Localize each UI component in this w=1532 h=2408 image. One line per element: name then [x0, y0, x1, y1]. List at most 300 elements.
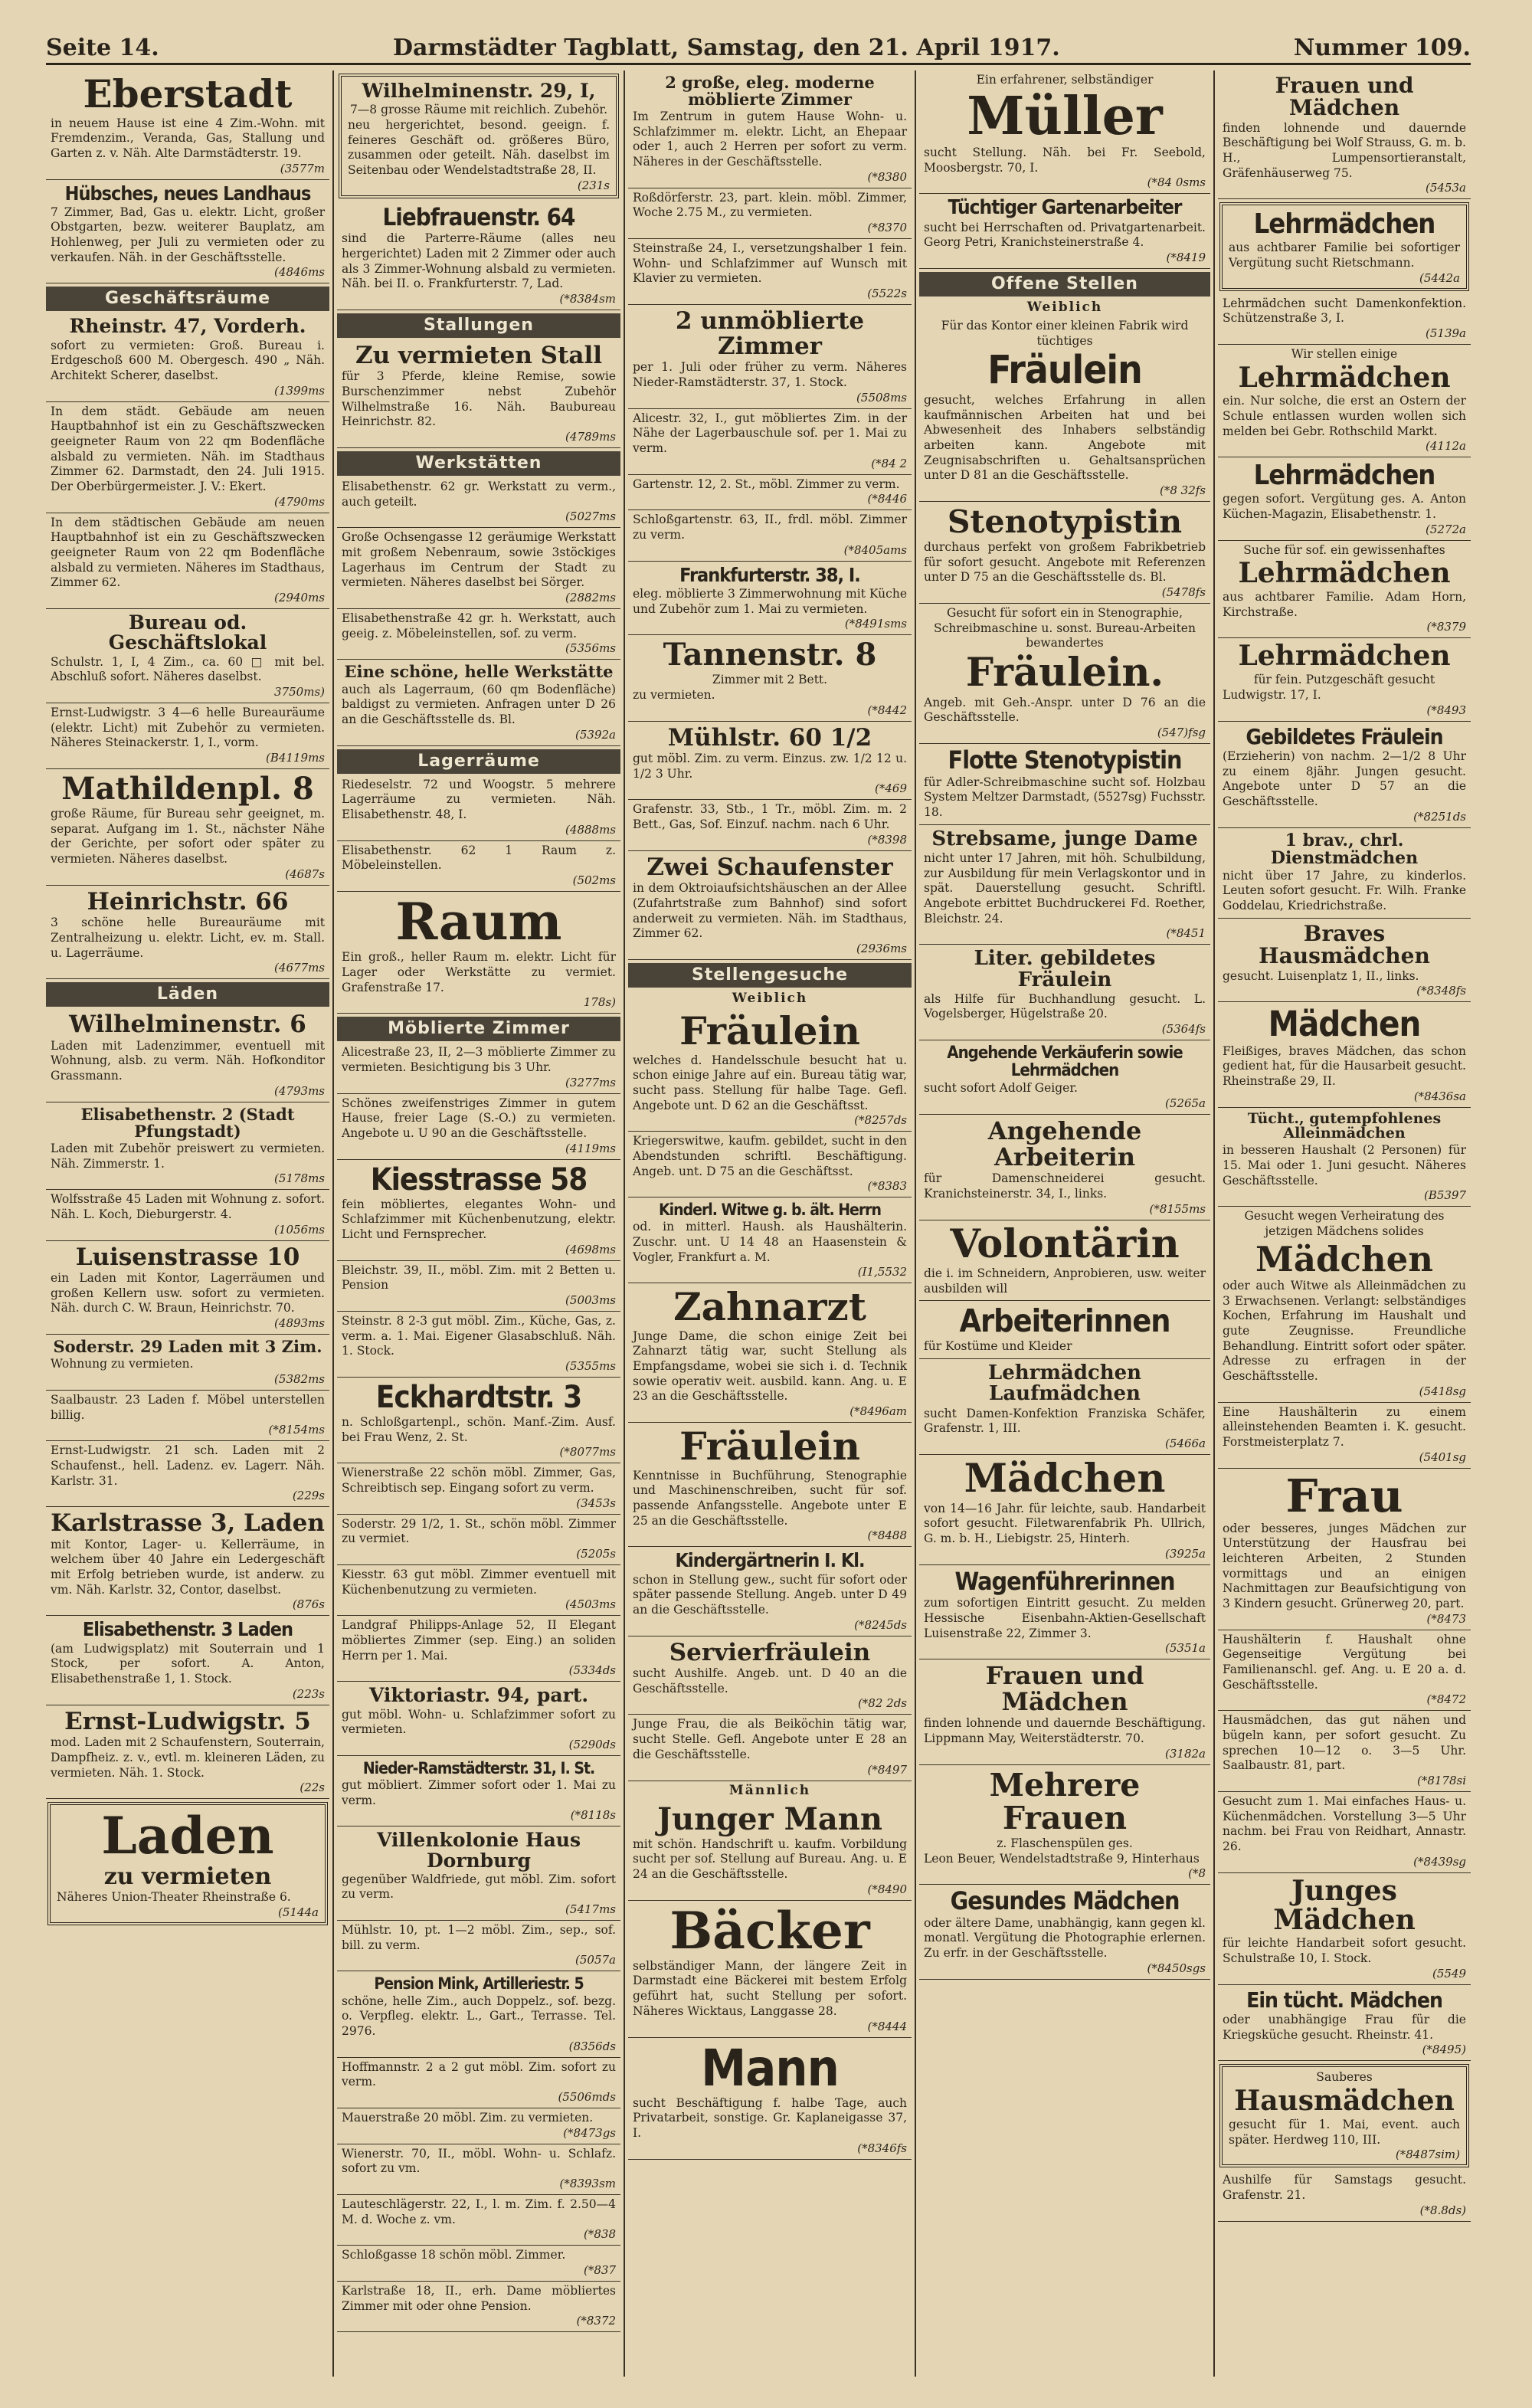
- ad-body: od. in mitterl. Haush. als Haushälterin. Zuschr. unt. U 14 48 an Haasenstein & Vogler, Frankfurt a. M.: [633, 1220, 907, 1264]
- ad-body: für Adler-Schreibmaschine sucht sof. Holzbau System Meltzer Darmstadt, (5527sg) Fuchsstr. 18.: [924, 775, 1206, 819]
- classified-ad: [337, 609, 620, 660]
- ad-reference: (4687s: [285, 867, 325, 881]
- ad-headline: Volontärin: [950, 1220, 1180, 1267]
- ad-body: als Hilfe für Buchhandlung gesucht. L. Vogelsberger, Hügelstraße 20.: [924, 991, 1206, 1021]
- classified-ad: [1218, 1108, 1471, 1207]
- classified-ad: [919, 1040, 1210, 1115]
- ad-subline: z. Flaschenspülen ges.: [997, 1836, 1133, 1850]
- ad-headline: Arbeiterinnen: [959, 1302, 1170, 1340]
- ad-body: zu vermieten.: [633, 687, 715, 702]
- ad-reference: (*8497: [867, 1762, 907, 1777]
- classified-ad: [919, 1659, 1210, 1765]
- ad-body: in neuem Hause ist eine 4 Zim.-Wohn. mit Fremdenzim., Veranda, Gas, Stallung und Garten z. v. Näh. Alte Darmstädterstr. 19.: [51, 116, 325, 160]
- ad-reference: (*8439sg: [1413, 1854, 1466, 1869]
- ad-body: nicht über 17 Jahre, zu kinderlos. Leuten sofort gesucht. Fr. Wilh. Franke Goddelau, Kriedrichstraße.: [1223, 868, 1466, 913]
- classified-ad: [46, 513, 329, 609]
- ad-reference: (5364fs: [1161, 1022, 1206, 1037]
- classified-ad: [1219, 202, 1469, 290]
- classified-ad: [919, 1115, 1210, 1220]
- ad-body: Grafenstr. 33, Stb., 1 Tr., möbl. Zim. m. 2 Bett., Gas, Sof. Einzuf. nachm. nach 6 Uhr.: [633, 802, 907, 832]
- section-header: Geschäftsräume: [46, 287, 329, 311]
- ad-reference: (5442a: [1419, 270, 1460, 285]
- ad-body: Schönes zweifenstriges Zimmer in gutem Hause, freier Lage (S.-O.) zu vermieten. Angebote u. U 90 an die Geschäftsstelle.: [342, 1096, 616, 1140]
- ad-body: Näheres Union-Theater Rheinstraße 6.: [57, 1890, 291, 1905]
- classified-ad: [46, 180, 329, 284]
- classified-ad: [1218, 1207, 1471, 1402]
- ad-headline: Mädchen: [1255, 1238, 1433, 1279]
- ad-body: Roßdörferstr. 23, part. klein. möbl. Zimmer, Woche 2.75 M., zu vermieten.: [633, 190, 907, 220]
- ad-body: 7 Zimmer, Bad, Gas u. elektr. Licht, großer Obstgarten, bezw. weiterer Bauplatz, am Hohlenweg, per Juli zu vermieten oder zu verkaufen. Näh. in der Geschäftsstelle.: [51, 205, 325, 264]
- ad-reference: (5453a: [1426, 181, 1466, 195]
- ad-body: sucht Beschäftigung f. halbe Tage, auch Privatarbeit, sonstige. Gr. Kaplaneigasse 37, I.: [633, 2095, 907, 2141]
- ad-headline: Lehrmädchen: [1238, 640, 1451, 673]
- ad-body: oder besseres, junges Mädchen zur Unterstützung der Hausfrau bei leichteren Arbeiten, 2 Stunden vormittags und an einigen Nachmittagen zur Beaufsichtigung von 3 Kindern gesucht. Grünerweg 20, part.: [1223, 1521, 1466, 1611]
- classified-ad: [46, 1008, 329, 1102]
- ad-body: Steinstraße 24, I., versetzungshalber 1 fein. Wohn- und Schlafzimmer auf Wunsch mit Klavier zu vermieten.: [633, 241, 907, 286]
- ad-body: Ernst-Ludwigstr. 21 sch. Laden mit 2 Schaufenst., hell. Ladenz. ev. Lagerr. Näh. Karlstr. 31.: [51, 1443, 325, 1488]
- ad-headline: Liter. gebildetes Fräulein: [974, 947, 1156, 991]
- ad-body: Gartenstr. 12, 2. St., möbl. Zimmer zu verm.: [633, 477, 900, 491]
- classified-ad: [337, 2282, 620, 2332]
- ad-headline: Lehrmädchen: [1253, 208, 1435, 241]
- ad-reference: (5290ds: [568, 1737, 616, 1751]
- ad-reference: (2882ms: [565, 591, 616, 605]
- section-subheader: Weiblich: [1026, 300, 1103, 316]
- classified-ad: [46, 1335, 329, 1391]
- column-4: [919, 70, 1210, 2384]
- ad-body: ein. Nur solche, die erst an Ostern der Schule entlassen wurden wollen sich melden bei Gebr. Rothschild Markt.: [1223, 394, 1466, 438]
- ad-reference: (3577m: [280, 161, 325, 175]
- section-header: Lagerräume: [337, 749, 620, 774]
- ad-reference: (*8491sms: [844, 617, 907, 631]
- ad-reference: (5144a: [278, 1905, 319, 1919]
- ad-intro: Suche für sof. ein gewissenhaftes: [1243, 542, 1445, 557]
- classified-ad: [628, 510, 912, 561]
- ad-reference: (*8380: [867, 169, 907, 184]
- classified-ad: [628, 305, 912, 408]
- classified-ad: [337, 1565, 620, 1616]
- ad-reference: (*8372: [576, 2314, 616, 2328]
- column-5: [1218, 70, 1471, 2384]
- ad-reference: (*8384sm: [559, 291, 616, 306]
- ad-headline: Mathildenpl. 8: [61, 770, 314, 807]
- classified-ad: [628, 1636, 912, 1715]
- ad-body: sucht sofort Adolf Geiger.: [924, 1081, 1078, 1096]
- ad-headline: Eine schöne, helle Werkstätte: [344, 662, 614, 682]
- classified-ad: [46, 1705, 329, 1800]
- ad-reference: (5466a: [1165, 1437, 1206, 1451]
- ad-body: Ludwigstr. 17, I.: [1223, 687, 1321, 702]
- ad-body: mod. Laden mit 2 Schaufenstern, Souterrain, Dampfheiz. z. v., evtl. m. kleineren Läden, zu vermieten. Näh. 1. Stock.: [51, 1735, 325, 1780]
- classified-ad: [919, 70, 1210, 194]
- ad-headline: Fräulein: [987, 348, 1142, 394]
- ad-body: aus achtbarer Familie. Adam Horn, Kirchstraße.: [1223, 590, 1466, 619]
- classified-ad: [337, 1378, 620, 1463]
- ad-headline: Liebfrauenstr. 64: [382, 203, 575, 231]
- ad-reference: 3750ms): [274, 684, 325, 699]
- ad-body: Ein groß., heller Raum m. elektr. Licht für Lager oder Werkstätte zu vermiet. Grafenstraße 17.: [342, 950, 616, 994]
- ad-reference: 178s): [583, 995, 616, 1010]
- ad-headline: Tüchtiger Gartenarbeiter: [948, 196, 1182, 220]
- classified-ad: [628, 800, 912, 850]
- classified-ad: [337, 2108, 620, 2144]
- ad-body: In dem städt. Gebäude am neuen Hauptbahnhof ist ein zu Geschäftszwecken geeigneter Raum von 22 qm Bodenfläche alsbald zu vermieten. Näh. im Stadthaus Zimmer 62. Darmstadt, den 24. Juli 1915. Der Oberbürgermeister. J. V.: Ekert.: [51, 404, 325, 494]
- ad-intro: Wir stellen einige: [1291, 346, 1398, 361]
- ad-body: gut möbl. Zim. zu verm. Einzus. zw. 1/2 12 u. 1/2 3 Uhr.: [633, 752, 907, 781]
- column-rule: [915, 70, 916, 2377]
- ad-headline: Soderstr. 29 Laden mit 3 Zim.: [53, 1337, 322, 1357]
- ad-body: Kriegerswitwe, kaufm. gebildet, sucht in den Abendstunden schriftl. Beschäftigung. Angeb. unt. D 75 an die Geschäftsst.: [633, 1134, 907, 1178]
- classified-ad: [919, 1220, 1210, 1302]
- classified-ad: [46, 886, 329, 980]
- ad-body: welches d. Handelsschule besucht hat u. schon einige Jahre auf ein. Bureau tätig war, sucht pass. Stellung für halbe Tage. Gefl. Angebote unt. D 62 an die Geschäftsst.: [633, 1053, 907, 1112]
- ad-body: sucht Damen-Konfektion Franziska Schäfer, Grafenstr. 1, III.: [924, 1406, 1206, 1436]
- classified-ad: [46, 703, 329, 769]
- ad-body: schon in Stellung gew., sucht für sofort oder später passende Stellung. Angeb. unter D 49 an die Geschäftsstelle.: [633, 1572, 907, 1617]
- ad-reference: (*8370: [867, 221, 907, 235]
- ad-body: sucht bei Herrschaften od. Privatgartenarbeit. Georg Petri, Kranichsteinerstraße 4.: [924, 220, 1206, 250]
- ad-reference: (*8473gs: [563, 2125, 616, 2140]
- classified-ad: [337, 841, 620, 892]
- section-subheader: Männlich: [728, 1782, 811, 1798]
- ad-headline: Lehrmädchen Laufmädchen: [987, 1361, 1142, 1406]
- ad-reference: (5356ms: [565, 641, 616, 656]
- classified-ad: [337, 1826, 620, 1921]
- ad-headline: Junges Mädchen: [1273, 1874, 1416, 1936]
- ad-headline: Zahnarzt: [673, 1284, 866, 1330]
- ad-body: Wohnung zu vermieten.: [51, 1357, 194, 1371]
- section-header: Stellengesuche: [628, 963, 912, 988]
- ad-reference: (22s: [300, 1781, 325, 1795]
- ad-reference: (5401sg: [1419, 1450, 1466, 1464]
- ad-headline: Mädchen: [964, 1456, 1166, 1502]
- ad-body: Landgraf Philipps-Anlage 52, II Elegant möbliertes Zimmer (sep. Eing.) an soliden Herrn per 1. Mai.: [342, 1618, 616, 1663]
- ad-body: aus achtbarer Familie bei sofortiger Vergütung sucht Rietschmann.: [1229, 241, 1460, 270]
- ad-subheadline: zu vermieten: [103, 1863, 272, 1890]
- ad-reference: (*837: [584, 2262, 616, 2277]
- ad-reference: (*8496am: [849, 1404, 907, 1419]
- ad-body: sofort zu vermieten: Groß. Bureau i. Erdgeschoß 600 M. Obergesch. 490 „ Näh. Architekt Scherer, daselbst.: [51, 338, 325, 383]
- ad-headline: Junger Mann: [657, 1800, 882, 1837]
- ad-headline: Fräulein: [679, 1008, 860, 1054]
- classified-ad: [46, 1190, 329, 1240]
- classified-ad: [628, 1800, 912, 1901]
- classified-ad: [337, 1921, 620, 1971]
- ad-reference: (*8419: [1166, 251, 1206, 265]
- classified-ad: [339, 74, 619, 198]
- classified-ad: [628, 1715, 912, 1781]
- classified-ad: [628, 475, 912, 511]
- column-3: [628, 70, 912, 2384]
- ad-headline: Hausmädchen: [1234, 2085, 1455, 2118]
- ad-reference: (5139a: [1426, 326, 1466, 340]
- ad-reference: (*8393sm: [559, 2176, 616, 2190]
- ad-reference: (*8348fs: [1416, 984, 1466, 998]
- ad-headline: Strebsame, junge Dame: [931, 827, 1198, 850]
- classified-ad: [337, 339, 620, 448]
- classified-ad: [337, 2058, 620, 2108]
- ad-headline: Wilhelminenstr. 29, I,: [362, 80, 596, 102]
- classified-ad: [1218, 541, 1471, 639]
- ad-reference: (*8257ds: [854, 1113, 907, 1128]
- classified-ad: [628, 1901, 912, 2038]
- classified-ad: [46, 1102, 329, 1190]
- section-header: Stallungen: [337, 313, 620, 338]
- classified-ad: [628, 722, 912, 801]
- ad-headline: Eckhardtstr. 3: [375, 1379, 582, 1415]
- ad-body: 3 schöne helle Bureauräume mit Zentralheizung u. elektr. Licht, ev. m. Stall. u. Lagerräume.: [51, 916, 325, 960]
- ad-headline: Flotte Stenotypistin: [948, 745, 1182, 775]
- classified-ad: [46, 402, 329, 513]
- ad-body: sucht Stellung. Näh. bei Fr. Seebold, Moosbergstr. 70, I.: [924, 146, 1206, 175]
- ad-reference: (*8490: [867, 1882, 907, 1896]
- classified-ad: [1218, 1985, 1471, 2062]
- ad-headline: Luisenstrasse 10: [75, 1243, 300, 1271]
- ad-body: mit schön. Handschrift u. kaufm. Vorbildung sucht per sof. Stellung auf Bureau. Ang. u. E 24 an die Geschäftsstelle.: [633, 1836, 907, 1881]
- classified-ad: [337, 775, 620, 841]
- ad-body: per 1. Juli oder früher zu verm. Näheres Nieder-Ramstädterstr. 37, 1. Stock.: [633, 360, 907, 389]
- classified-ad: [919, 945, 1210, 1040]
- ad-headline: Elisabethenstr. 2 (Stadt Pfungstadt): [80, 1104, 295, 1141]
- classified-ad: [919, 194, 1210, 269]
- classified-ad: [337, 1515, 620, 1565]
- classified-ad: [337, 1463, 620, 1514]
- ad-reference: (4119ms: [565, 1141, 616, 1155]
- ad-reference: (*84 2: [871, 456, 907, 470]
- ad-headline: Wilhelminenstr. 6: [69, 1011, 306, 1039]
- ad-body: Alicestr. 32, I., gut möbliertes Zim. in der Nähe der Lagerbauschule sof. per 1. Mai zu verm.: [633, 411, 907, 455]
- ad-headline: Nieder-Ramstädterstr. 31, I. St.: [362, 1758, 595, 1777]
- classified-ad: [337, 1756, 620, 1826]
- ad-reference: (4888ms: [565, 822, 616, 837]
- ad-reference: (5334ds: [568, 1663, 616, 1678]
- ad-headline: Frauen und Mädchen: [985, 1661, 1144, 1716]
- classified-ad: [1218, 2170, 1471, 2221]
- classified-ad: [1218, 828, 1471, 919]
- ad-body: Steinstr. 8 2-3 gut möbl. Zim., Küche, Gas, z. verm. a. 1. Mai. Eigener Glasabschluß. Näh. 1. Stock.: [342, 1313, 616, 1358]
- ad-reference: (4677ms: [274, 961, 325, 975]
- ad-reference: (547)fsg: [1157, 725, 1206, 739]
- ad-reference: (*8245ds: [854, 1617, 907, 1632]
- classified-ad: [628, 1423, 912, 1547]
- classified-ad: [1218, 345, 1471, 457]
- ad-body: Hoffmannstr. 2 a 2 gut möbl. Zim. sofort zu verm.: [342, 2059, 616, 2089]
- ad-body: für leichte Handarbeit sofort gesucht. Schulstraße 10, I. Stock.: [1223, 1936, 1466, 1966]
- ad-intro: Gesucht für sofort ein in Stenographie, Schreibmaschine u. sonst. Bureau-Arbeiten bewandertes: [934, 606, 1196, 650]
- ad-body: durchaus perfekt von großem Fabrikbetrieb für sofort gesucht. Angebote mit Referenzen unter D 75 an die Geschäftsstelle ds. Bl.: [924, 540, 1206, 585]
- classified-ad: [337, 1682, 620, 1756]
- ad-reference: (5418sg: [1419, 1384, 1466, 1398]
- ad-reference: (4793ms: [274, 1083, 325, 1098]
- ad-reference: (223s: [292, 1686, 325, 1701]
- ad-headline: Eberstadt: [83, 71, 293, 116]
- ad-body: Bleichstr. 39, II., möbl. Zim. mit 2 Betten u. Pension: [342, 1263, 616, 1292]
- ad-headline: Viktoriastr. 94, part.: [368, 1684, 589, 1707]
- ad-headline: Pension Mink, Artilleriestr. 5: [374, 1974, 584, 1994]
- ad-reference: (*8383: [867, 1179, 907, 1194]
- ad-body: Große Ochsengasse 12 geräumige Werkstatt mit großem Nebenraum, sowie 3stöckiges Lagerhaus im Centrum der Stadt zu vermieten. Näheres daselbst bei Sörger.: [342, 530, 616, 590]
- ad-reference: (*838: [584, 2227, 616, 2242]
- ad-reference: (5265a: [1165, 1096, 1206, 1110]
- ad-reference: (4698ms: [565, 1242, 616, 1256]
- classified-ad: [1219, 2064, 1469, 2167]
- classified-ad: [1218, 722, 1471, 828]
- ad-headline: Frauen und Mädchen: [1275, 73, 1414, 121]
- ad-body: Soderstr. 29 1/2, 1. St., schön möbl. Zimmer zu vermiet.: [342, 1516, 616, 1546]
- ad-reference: (*469: [875, 781, 907, 796]
- ad-reference: (4893ms: [274, 1316, 325, 1331]
- classified-ad: [1218, 1711, 1471, 1792]
- ad-body: Riedeselstr. 72 und Woogstr. 5 mehrere Lagerräume zu vermieten. Näh. Elisabethenstr. 48, I.: [342, 777, 616, 821]
- classified-ad: [46, 609, 329, 703]
- ad-body: Ernst-Ludwigstr. 3 4—6 helle Bureauräume (elektr. Licht) mit Zubehör zu vermieten. Näheres Steinackerstr. 1, I., vorm.: [51, 705, 325, 750]
- ad-reference: (*8473: [1426, 1611, 1466, 1626]
- ad-reference: (3925a: [1165, 1546, 1206, 1561]
- classified-ad: [46, 313, 329, 401]
- ad-body: Karlstraße 18, II., erh. Dame möbliertes Zimmer mit oder ohne Pension.: [342, 2283, 616, 2313]
- ad-body: Wienerstraße 22 schön möbl. Zimmer, Gas, Schreibtisch sep. Eingang sofort zu verm.: [342, 1466, 616, 1495]
- section-header: Werkstätten: [337, 451, 620, 476]
- ad-body: (Erzieherin) von nachm. 2—1/2 8 Uhr zu einem 8jähr. Jungen gesucht. Angebote unter D 57 an die Geschäftsstelle.: [1223, 749, 1466, 808]
- classified-ad: [46, 1241, 329, 1335]
- classified-ad: [337, 1312, 620, 1378]
- ad-reference: (5027ms: [565, 509, 616, 524]
- ad-reference: (5392a: [575, 727, 616, 742]
- classified-ad: [46, 1507, 329, 1616]
- section-subheader: Weiblich: [732, 991, 808, 1007]
- ad-body: nicht unter 17 Jahren, mit höh. Schulbildung, zur Ausbildung für mein Verlagskontor und in spät. Dauerstellung gesucht. Schriftl. Angebote erbittet Buchdruckerei Fd. Roether, Bleichstr. 24.: [924, 850, 1206, 926]
- ad-body: Wienerstr. 70, II., möbl. Wohn- u. Schlafz. sofort zu vm.: [342, 2146, 616, 2176]
- ad-body: Elisabethenstr. 62 gr. Werkstatt zu verm., auch geteilt.: [342, 480, 616, 509]
- ad-reference: (2940ms: [274, 591, 325, 605]
- ad-reference: (*8405ams: [843, 542, 907, 557]
- ad-reference: (4790ms: [274, 494, 325, 509]
- ad-reference: (B5397: [1423, 1188, 1466, 1203]
- classified-ad: [628, 851, 912, 960]
- ad-body: zum sofortigen Eintritt gesucht. Zu melden Hessische Eisenbahn-Aktien-Gesellschaft Luisenstraße 22, Zimmer 3.: [924, 1596, 1206, 1640]
- classified-ad: [337, 2144, 620, 2195]
- classified-ad: [1218, 1002, 1471, 1107]
- ad-headline: 2 große, eleg. moderne möblierte Zimmer: [665, 73, 875, 110]
- ad-headline: Lehrmädchen: [1238, 361, 1451, 394]
- classified-ad: [47, 1802, 328, 1925]
- ad-headline: Gesundes Mädchen: [950, 1886, 1180, 1916]
- classified-ad: [337, 1094, 620, 1160]
- ad-reference: (*8: [1188, 1866, 1206, 1881]
- ad-reference: (502ms: [572, 873, 616, 887]
- column-rule: [1213, 70, 1215, 2377]
- ad-body: (am Ludwigsplatz) mit Souterrain und 1 Stock, per sofort. A. Anton, Elisabethenstraße 1, 1. Stock.: [51, 1641, 325, 1686]
- ad-headline: Servierfräulein: [669, 1638, 871, 1666]
- classified-ad: [919, 604, 1210, 744]
- classified-ad: [337, 1160, 620, 1261]
- ad-reference: (5205s: [576, 1546, 616, 1561]
- classified-ad: [628, 188, 912, 239]
- ad-body: Schloßgasse 18 schön möbl. Zimmer.: [342, 2248, 566, 2262]
- section-header: Läden: [46, 982, 329, 1007]
- ad-body: schöne, helle Zim., auch Doppelz., sof. bezg. o. Verpfleg. elektr. L., Gart., Terrasse. Tel. 2976.: [342, 1994, 616, 2038]
- classified-ad: [628, 2038, 912, 2160]
- classified-ad: [337, 1616, 620, 1682]
- ad-reference: (*8487sim): [1395, 2148, 1460, 2162]
- ad-body: finden lohnende und dauernde Beschäftigung. Lippmann May, Weiterstädterstr. 70.: [924, 1716, 1206, 1746]
- ad-reference: (*8346fs: [857, 2141, 907, 2155]
- ad-reference: (*8446: [867, 492, 907, 506]
- ad-reference: (*8118s: [570, 1808, 616, 1823]
- ad-body: Kiesstr. 63 gut möbl. Zimmer eventuell mit Küchenbenutzung zu vermieten.: [342, 1567, 616, 1597]
- ad-reference: (4503ms: [565, 1597, 616, 1612]
- classified-ad: [628, 1283, 912, 1423]
- ad-reference: (4846ms: [274, 265, 325, 280]
- ad-reference: (5522s: [867, 287, 907, 301]
- ad-reference: (*8398: [867, 832, 907, 847]
- ad-body: oder ältere Dame, unabhängig, kann gegen kl. monatl. Vergütung die Photographie erlernen. Zu erfr. in der Geschäftsstelle.: [924, 1915, 1206, 1961]
- ad-reference: (5355ms: [565, 1358, 616, 1373]
- classified-ad: [919, 316, 1210, 502]
- ad-body: Angeb. mit Geh.-Anspr. unter D 76 an die Geschäftsstelle.: [924, 695, 1206, 725]
- column-2: [337, 70, 620, 2384]
- ad-body: selbständiger Mann, der längere Zeit in Darmstadt eine Bäckerei mit bestem Erfolg geführt hat, sucht Stellung per sofort. Näheres Wicktaus, Langgasse 28.: [633, 1958, 907, 2018]
- ad-body: neu hergerichtet, besond. geeign. f. feineres Geschäft od. größeres Büro, zusammen oder geteilt. Näh. daselbst im Seitenbau oder Wendelstadtstraße 28, II.: [348, 117, 610, 177]
- ad-body: gesucht, welches Erfahrung in allen kaufmännischen Arbeiten hat und bei Abwesenheit des Inhabers selbständig arbeiten kann. Angebote mit Zeugnisabschriften u. Gehaltsansprüchen unter D 81 an die Geschäftsstelle.: [924, 392, 1206, 483]
- ad-headline: Mehrere Frauen: [989, 1766, 1141, 1836]
- classified-ad: [46, 769, 329, 886]
- ad-subline: Zimmer mit 2 Bett.: [712, 673, 828, 687]
- ad-reference: (5417ms: [565, 1902, 616, 1917]
- page-header: [46, 32, 1471, 65]
- ad-headline: Lehrmädchen: [1238, 557, 1451, 590]
- ad-subline: 7—8 grosse Räume mit reichlich. Zubehör.: [349, 103, 608, 117]
- ad-reference: (4789ms: [565, 430, 616, 444]
- classified-ad: [628, 1132, 912, 1197]
- ad-headline: Laden: [101, 1806, 274, 1866]
- classified-ad: [337, 1043, 620, 1093]
- ad-body: Haushälterin f. Haushalt ohne Gegenseitige Vergütung bei Familienanschl. gef. Ang. u. E 20 a. d. Geschäftsstelle.: [1223, 1632, 1466, 1692]
- ad-body: mit Kontor, Lager- u. Kellerräume, in welchem über 40 Jahre ein Ledergeschäft mit Erfolg betrieben wurde, ist anderw. zu vm. Näh. Karlstr. 32, Contor, daselbst.: [51, 1537, 325, 1597]
- classified-ad: [1218, 457, 1471, 540]
- ad-headline: Fräulein.: [965, 650, 1164, 696]
- ad-reference: (8356ds: [568, 2039, 616, 2053]
- classified-ad: [628, 635, 912, 721]
- ad-reference: (*8 32fs: [1160, 483, 1206, 497]
- ad-reference: (5003ms: [565, 1292, 616, 1307]
- ad-body: in dem Oktroiaufsichtshäuschen an der Allee (Zufahrtstraße zum Bahnhof) sind sofort anderweit zu vermieten. Näh. im Stadthaus, Zimmer 62.: [633, 881, 907, 941]
- classified-ad: [919, 502, 1210, 604]
- ad-reference: (*8450sgs: [1147, 1961, 1206, 1975]
- ad-body: in besseren Haushalt (2 Personen) für 15. Mai oder 1. Juni gesucht. Näheres Geschäftsstelle.: [1223, 1143, 1466, 1188]
- section-header: Offene Stellen: [919, 272, 1210, 296]
- ad-headline: Frau: [1285, 1469, 1403, 1522]
- classified-ad: [1218, 638, 1471, 721]
- ad-headline: Karlstrasse 3, Laden: [51, 1509, 325, 1538]
- ad-headline: Tannenstr. 8: [663, 637, 877, 673]
- ad-reference: (5057a: [575, 1953, 616, 1967]
- ad-body: Schulstr. 1, I, 4 Zim., ca. 60 □ mit bel. Abschluß sofort. Näheres daselbst.: [51, 654, 325, 684]
- ad-headline: Angehende Verkäuferin sowie Lehrmädchen: [947, 1043, 1183, 1081]
- ad-body: Leon Beuer, Wendelstadtstraße 9, Hinterhaus: [924, 1851, 1200, 1866]
- column-rule: [332, 70, 334, 2377]
- ad-body: In dem städtischen Gebäude am neuen Hauptbahnhof ist ein zu Geschäftszwecken geeigneter Raum von 22 qm Bodenfläche alsbald zu vermieten. Näheres im Stadthaus, Zimmer 62.: [51, 515, 325, 590]
- ad-reference: (I1,5532: [857, 1265, 907, 1279]
- ad-reference: (5178ms: [274, 1171, 325, 1186]
- ad-headline: Zwei Schaufenster: [647, 853, 893, 881]
- classified-ad: [1218, 1873, 1471, 1985]
- ad-reference: (5506mds: [558, 2089, 616, 2104]
- ad-reference: (5549: [1432, 1966, 1466, 1980]
- ad-reference: (231s: [577, 178, 610, 192]
- ad-reference: (1399ms: [274, 383, 325, 398]
- ad-body: Alicestraße 23, II, 2—3 möblierte Zimmer zu vermieten. Besichtigung bis 3 Uhr.: [342, 1045, 616, 1074]
